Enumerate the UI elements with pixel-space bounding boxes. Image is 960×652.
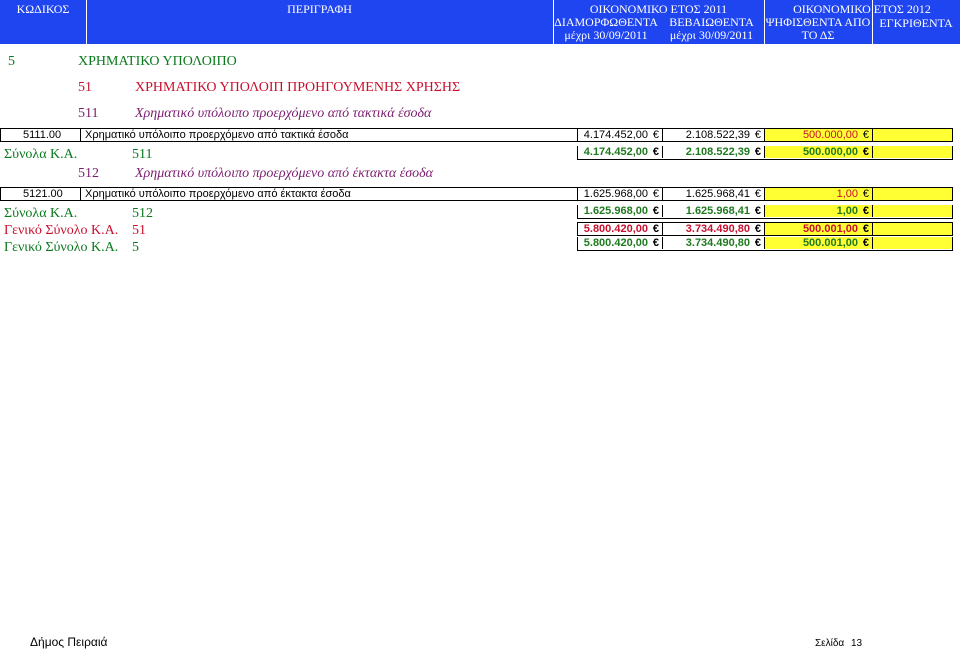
header-voted-line1: ΨΗΦΙΣΘΕΝΤΑ ΑΠΟ — [765, 15, 871, 29]
grand-51-row — [577, 222, 953, 236]
header-description: ΠΕΡΙΓΡΑΦΗ — [287, 2, 352, 16]
row-certified: 1.625.968,41 € — [663, 188, 765, 200]
total-voted: 500.000,00 € — [765, 146, 873, 158]
row-approved — [873, 188, 952, 200]
total-certified: 2.108.522,39 € — [663, 146, 765, 158]
total-certified: 1.625.968,41 € — [663, 205, 765, 217]
row-shaped: 1.625.968,00 € — [578, 188, 663, 200]
row-code: 5121.00 — [1, 188, 81, 200]
section-512-title: Χρηματικό υπόλοιπο προερχόμενο από έκτακτα έσοδα — [135, 166, 434, 181]
total-512-label: Σύνολα Κ.Α. — [4, 206, 78, 221]
grand-approved — [873, 223, 952, 235]
section-5-title: ΧΡΗΜΑΤΙΚΟ ΥΠΟΛΟΙΠΟ — [78, 54, 237, 69]
header-shaped-line1: ΔΙΑΜΟΡΦΩΘΕΝΤΑ — [554, 15, 658, 29]
section-511-title: Χρηματικό υπόλοιπο προερχόμενο από τακτικά έσοδα — [135, 106, 432, 121]
total-shaped: 1.625.968,00 € — [578, 205, 663, 217]
total-512-row — [577, 205, 953, 219]
total-approved — [873, 205, 952, 217]
grand-approved — [873, 237, 952, 249]
footer-municipality: Δήμος Πειραιά — [30, 635, 108, 649]
header-voted — [764, 16, 872, 42]
section-512-code: 512 — [78, 166, 99, 181]
footer-page — [815, 638, 862, 649]
header-certified-line1: ΒΕΒΑΙΩΘΕΝΤΑ — [669, 15, 754, 29]
header-shaped — [553, 16, 659, 42]
row-shaped: 4.174.452,00 € — [578, 129, 663, 141]
row-description: Χρηματικό υπόλοιπο προερχόμενο από έκτακτα έσοδα — [81, 188, 578, 200]
page-number: 13 — [851, 638, 863, 649]
header-fy2012: ΟΙΚΟΝΟΜΙΚΟ ΕΤΟΣ 2012 — [793, 2, 931, 16]
grand-51-label: Γενικό Σύνολο Κ.Α. — [4, 223, 119, 238]
grand-shaped: 5.800.420,00 € — [578, 223, 663, 235]
section-5-code: 5 — [8, 54, 15, 69]
grand-shaped: 5.800.420,00 € — [578, 237, 663, 249]
header-code: ΚΩΔΙΚΟΣ — [16, 2, 70, 16]
header-fy2011: ΟΙΚΟΝΟΜΙΚΟ ΕΤΟΣ 2011 — [589, 2, 728, 16]
grand-51-code: 51 — [132, 223, 146, 238]
grand-5-row — [577, 237, 953, 251]
total-voted: 1,00 € — [765, 205, 873, 217]
total-511-row — [577, 146, 953, 160]
row-code: 5111.00 — [1, 129, 81, 141]
section-51-title: ΧΡΗΜΑΤΙΚΟ ΥΠΟΛΟΙΠ ΠΡΟΗΓΟΥΜΕΝΗΣ ΧΡΗΣΗΣ — [135, 80, 461, 95]
row-certified: 2.108.522,39 € — [663, 129, 765, 141]
header-shaped-line2: μέχρι 30/09/2011 — [564, 28, 648, 42]
total-shaped: 4.174.452,00 € — [578, 146, 663, 158]
header-certified-line2: μέχρι 30/09/2011 — [669, 28, 754, 42]
header-voted-line2: ΤΟ ΔΣ — [801, 28, 835, 42]
total-511-code: 511 — [132, 147, 153, 162]
grand-5-label: Γενικό Σύνολο Κ.Α. — [4, 240, 119, 255]
grand-certified: 3.734.490,80 € — [663, 223, 765, 235]
table-row — [0, 128, 953, 142]
total-511-label: Σύνολα Κ.Α. — [4, 147, 78, 162]
row-voted: 1,00 € — [765, 188, 873, 200]
row-description: Χρηματικό υπόλοιπο προερχόμενο από τακτικά έσοδα — [81, 129, 578, 141]
page-label: Σελίδα — [815, 638, 845, 649]
row-voted: 500.000,00 € — [765, 129, 873, 141]
grand-5-code: 5 — [132, 240, 139, 255]
total-approved — [873, 146, 952, 158]
section-51-code: 51 — [78, 80, 92, 95]
row-approved — [873, 129, 952, 141]
header-certified — [659, 16, 764, 42]
grand-certified: 3.734.490,80 € — [663, 237, 765, 249]
table-row — [0, 187, 953, 201]
total-512-code: 512 — [132, 206, 153, 221]
grand-voted: 500.001,00 € — [765, 223, 873, 235]
header-approved: ΕΓΚΡΙΘΕΝΤΑ — [879, 16, 953, 30]
grand-voted: 500.001,00 € — [765, 237, 873, 249]
section-511-code: 511 — [78, 106, 99, 121]
